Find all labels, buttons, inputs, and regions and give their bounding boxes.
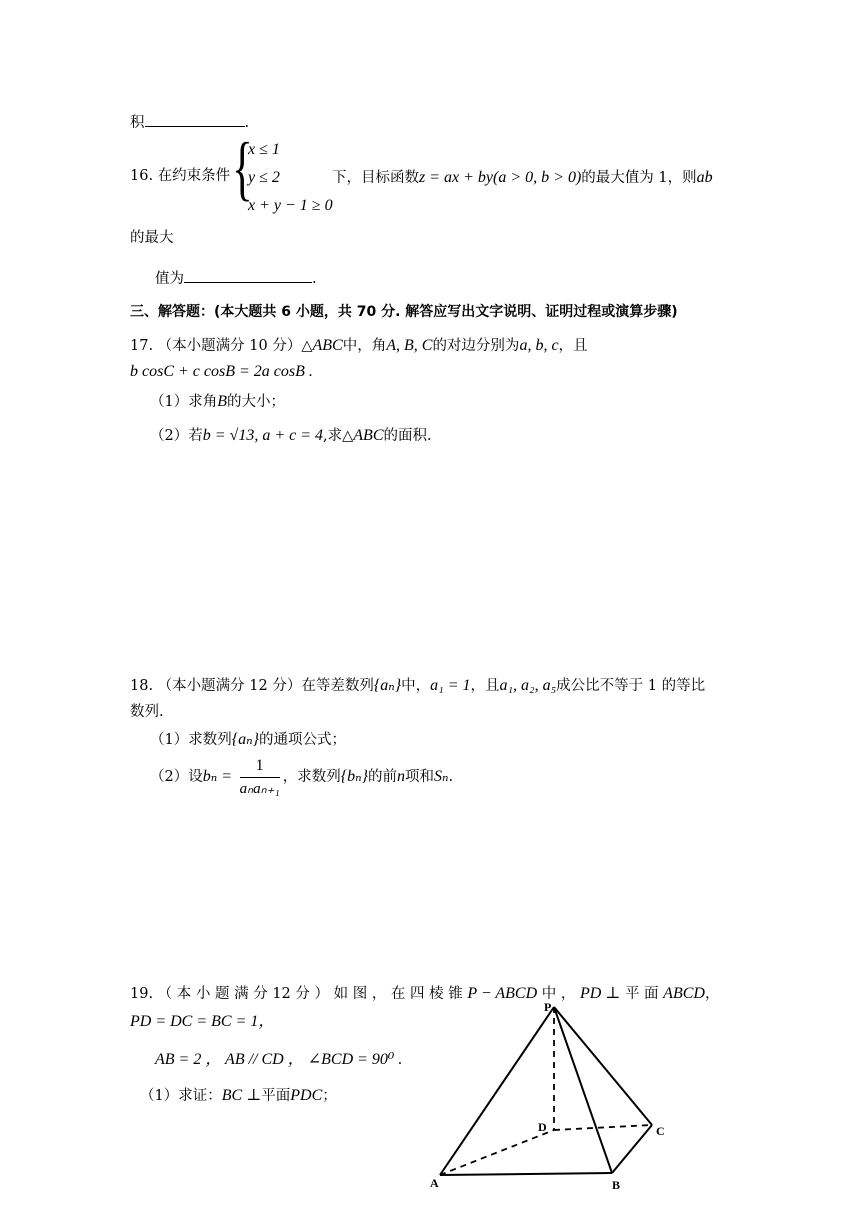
q19-equation-1: PD = DC = BC = 1， xyxy=(130,1013,275,1030)
pyramid-figure xyxy=(420,995,680,1195)
q16-number: 16. 在约束条件 xyxy=(130,168,231,184)
q16-prefix: 在约束条件 xyxy=(157,168,231,184)
edge-pa xyxy=(440,1007,554,1175)
q17-part1: （1）求角B的大小； xyxy=(150,393,286,410)
q15-char: 积 xyxy=(130,115,145,131)
label-a: A xyxy=(430,1176,439,1190)
section-3-header: 三、解答题：(本大题共 6 小题，共 70 分. 解答应写出文字说明、证明过程或演算步骤) xyxy=(130,304,678,320)
q16-blank xyxy=(184,266,312,283)
q17-part2: （2）若b = √13, a + c = 4,求△ABC的面积. xyxy=(150,427,432,444)
q16-constraint-3: x + y − 1 ≥ 0 xyxy=(248,197,333,214)
q19-head: 19. （ 本 小 题 满 分 12 分 ） 如 图 ， 在 四 棱 锥 P − ABCD 中 ， PD ⊥ 平 面 ABCD， xyxy=(130,985,720,1002)
q16-objective: 下，目标函数z = ax + by(a > 0, b > 0)的最大值为 1，则ab xyxy=(332,169,713,186)
q16-brace: { xyxy=(232,128,253,208)
label-b: B xyxy=(612,1178,621,1192)
q18-line2: 数列. xyxy=(130,704,164,720)
label-d: D xyxy=(538,1120,547,1134)
edge-bc xyxy=(612,1125,652,1173)
edge-pb xyxy=(554,1007,612,1173)
edge-ad-hidden xyxy=(440,1130,554,1175)
q15-period: . xyxy=(244,115,250,131)
q17-head: 17. （本小题满分 10 分）△ABC中，角A, B, C的对边分别为a, b, c，且 xyxy=(130,337,588,354)
q18-part2: （2）设bₙ = $\frac{1}{\text{aₙaₙ₊₁}}$ ，求数列{bₙ}的前n项和Sₙ. xyxy=(150,757,454,798)
q19-part1: （1）求证：BC ⊥平面PDC； xyxy=(140,1087,337,1104)
q18-fraction: $\frac{1}{\text{aₙaₙ₊₁}}$ xyxy=(239,757,280,798)
edge-ab xyxy=(440,1173,612,1175)
q17-equation: b cosC + c cosB = 2a cosB . xyxy=(130,363,313,380)
q16-constraint-2: y ≤ 2 xyxy=(248,169,280,186)
q16-answer: 值为 . xyxy=(155,266,317,288)
q16-line2: 的最大 xyxy=(130,230,174,246)
label-c: C xyxy=(656,1124,665,1138)
q18-part1: （1）求数列{aₙ}的通项公式； xyxy=(150,731,347,748)
q18-head: 18. （本小题满分 12 分）在等差数列{aₙ}中，a₁ = 1，且a₁, a₂, a₅成公比不等于 1 的等比 xyxy=(130,677,706,694)
q19-equation-2: AB = 2 ， AB // CD ， ∠BCD = 90⁰ . xyxy=(155,1051,403,1068)
label-p: P xyxy=(544,1000,552,1014)
q16-constraint-1: x ≤ 1 xyxy=(248,141,280,158)
q15-blank xyxy=(145,110,245,127)
edge-dc-hidden xyxy=(554,1125,652,1130)
edge-pc xyxy=(554,1007,652,1125)
